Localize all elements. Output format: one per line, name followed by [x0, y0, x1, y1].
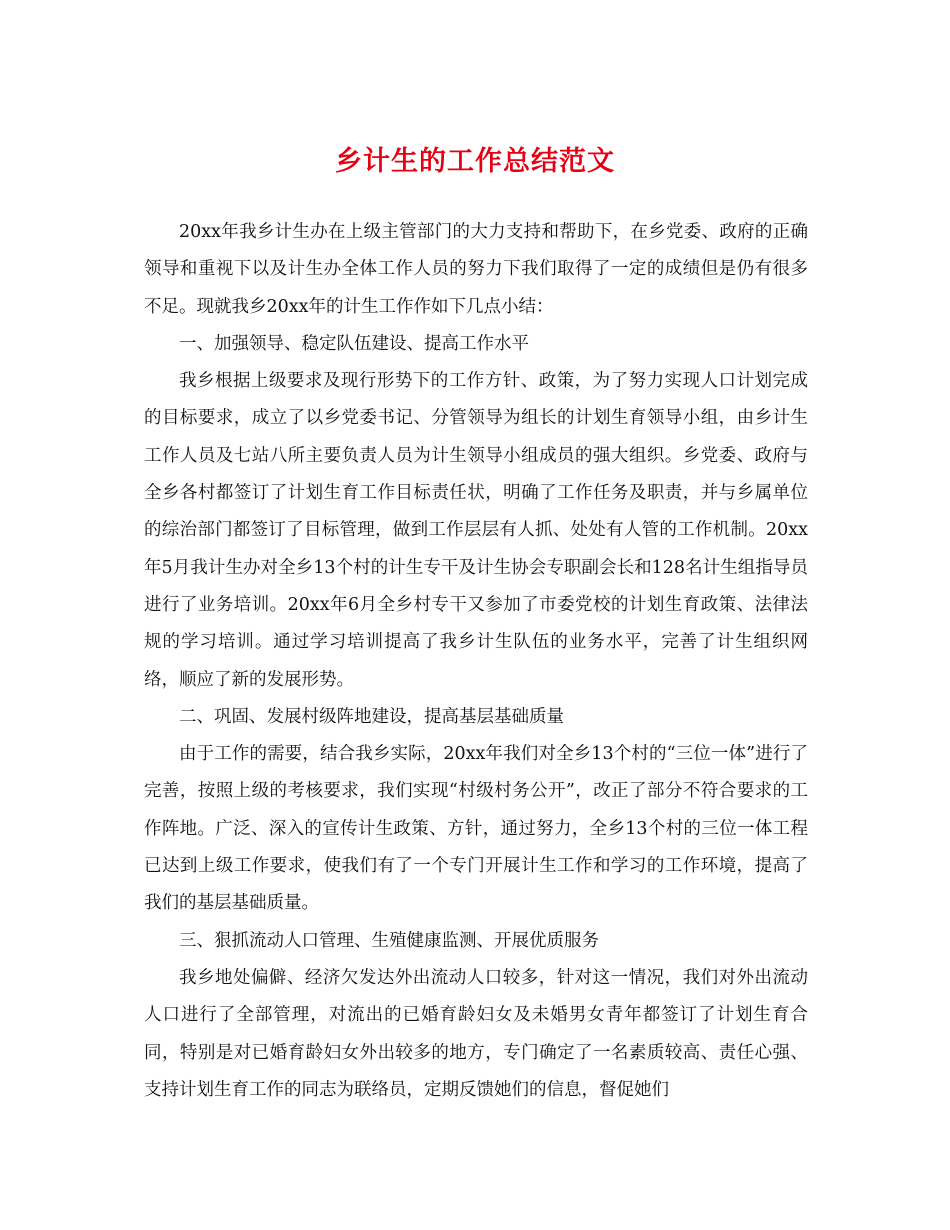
section-heading-1: 一、加强领导、稳定队伍建设、提高工作水平 — [179, 333, 529, 354]
section-heading-2: 二、巩固、发展村级阵地建设，提高基层基础质量 — [179, 706, 564, 727]
document-title: 乡计生的工作总结范文 — [335, 146, 615, 177]
section-1-paragraph: 我乡根据上级要求及现行形势下的工作方针、政策，为了努力实现人口计划完成的目标要求，成立了以乡党委书记、分管领导为组长的计划生育领导小组，由乡计生工作人员及七站八所主要负责人员为计生领导小组成员的强大组织。乡党委、政府与全乡各村都签订了计划生育工作目标责任状，明确了工作任务及职责，并与乡属单位的综治部门都签订了目标管理，做到工作层层有人抓、处处有人管的工作机制。20xx年5月我计生办对全乡13个村的计生专干及计生协会专职副会长和128名计生组指导员进行了业务培训。20xx年6月全乡村专干又参加了市委党校的计划生育政策、法律法规的学习培训。通过学习培训提高了我乡计生队伍的业务水平，完善了计生组织网络，顺应了新的发展形势。 — [144, 371, 808, 690]
document-body — [144, 214, 808, 1109]
section-2-paragraph: 由于工作的需要，结合我乡实际，20xx年我们对全乡13个村的“三位一体”进行了完善，按照上级的考核要求，我们实现“村级村务公开”，改正了部分不符合要求的工作阵地。广泛、深入的宣传计生政策、方针，通过努力，全乡13个村的三位一体工程已达到上级工作要求，使我们有了一个专门开展计生工作和学习的工作环境，提高了我们的基层基础质量。 — [144, 744, 808, 914]
intro-paragraph: 20xx年我乡计生办在上级主管部门的大力支持和帮助下，在乡党委、政府的正确领导和重视下以及计生办全体工作人员的努力下我们取得了一定的成绩但是仍有很多不足。现就我乡20xx年的计生工作作如下几点小结： — [144, 222, 808, 317]
section-3-paragraph: 我乡地处偏僻、经济欠发达外出流动人口较多，针对这一情况，我们对外出流动人口进行了全部管理，对流出的已婚育龄妇女及未婚男女青年都签订了计划生育合同，特别是对已婚育龄妇女外出较多的地方，专门确定了一名素质较高、责任心强、支持计划生育工作的同志为联络员，定期反馈她们的信息，督促她们 — [144, 967, 808, 1100]
section-heading-3: 三、狠抓流动人口管理、生殖健康监测、开展优质服务 — [179, 930, 599, 951]
